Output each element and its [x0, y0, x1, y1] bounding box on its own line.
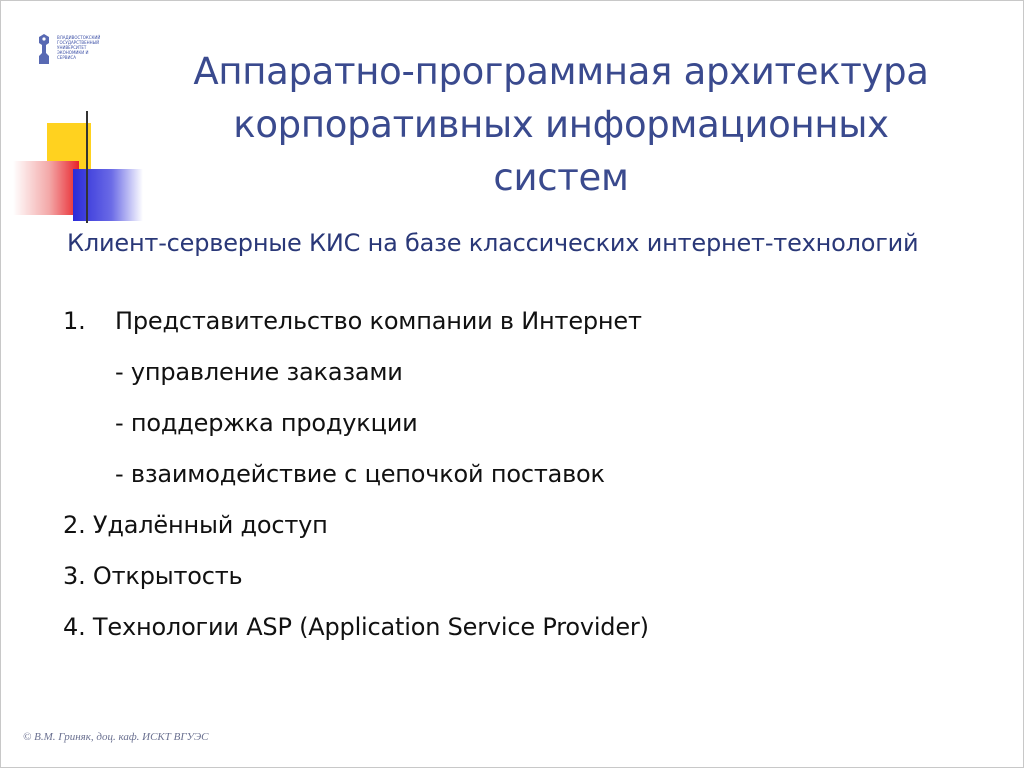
list-text: Представительство компании в Интернет	[115, 307, 642, 335]
svg-text:УНИВЕРСИТЕТ: УНИВЕРСИТЕТ	[57, 45, 87, 50]
svg-text:ЭКОНОМИКИ И: ЭКОНОМИКИ И	[57, 50, 89, 55]
list-number: 1.	[63, 307, 86, 335]
title-line-3: систем	[493, 156, 629, 199]
slide-footer: © В.М. Гриняк, доц. каф. ИСКТ ВГУЭС	[23, 731, 209, 743]
list-subitem: - управление заказами	[115, 358, 403, 386]
title-line-1: Аппаратно-программная архитектура	[193, 50, 929, 93]
list-item	[63, 307, 649, 358]
svg-text:ГОСУДАРСТВЕННЫЙ: ГОСУДАРСТВЕННЫЙ	[57, 40, 100, 45]
list-item: 3. Открытость	[63, 562, 243, 590]
list-subitem: - взаимодействие с цепочкой поставок	[115, 460, 605, 488]
svg-text:СЕРВИСА: СЕРВИСА	[57, 55, 76, 60]
decorative-squares	[11, 111, 951, 231]
title-line-2: корпоративных информационных	[233, 103, 889, 146]
blue-square	[73, 169, 143, 221]
slide-subtitle: Клиент-серверные КИС на базе классических интернет-технологий	[67, 229, 919, 257]
list-item: 2. Удалённый доступ	[63, 511, 328, 539]
red-square	[13, 161, 79, 215]
list-subitem: - поддержка продукции	[115, 409, 418, 437]
list-item: 4. Технологии ASP (Application Service Provider)	[63, 613, 649, 641]
university-logo	[35, 33, 125, 67]
svg-text:ВЛАДИВОСТОКСКИЙ: ВЛАДИВОСТОКСКИЙ	[57, 35, 101, 40]
content-list	[63, 307, 649, 664]
